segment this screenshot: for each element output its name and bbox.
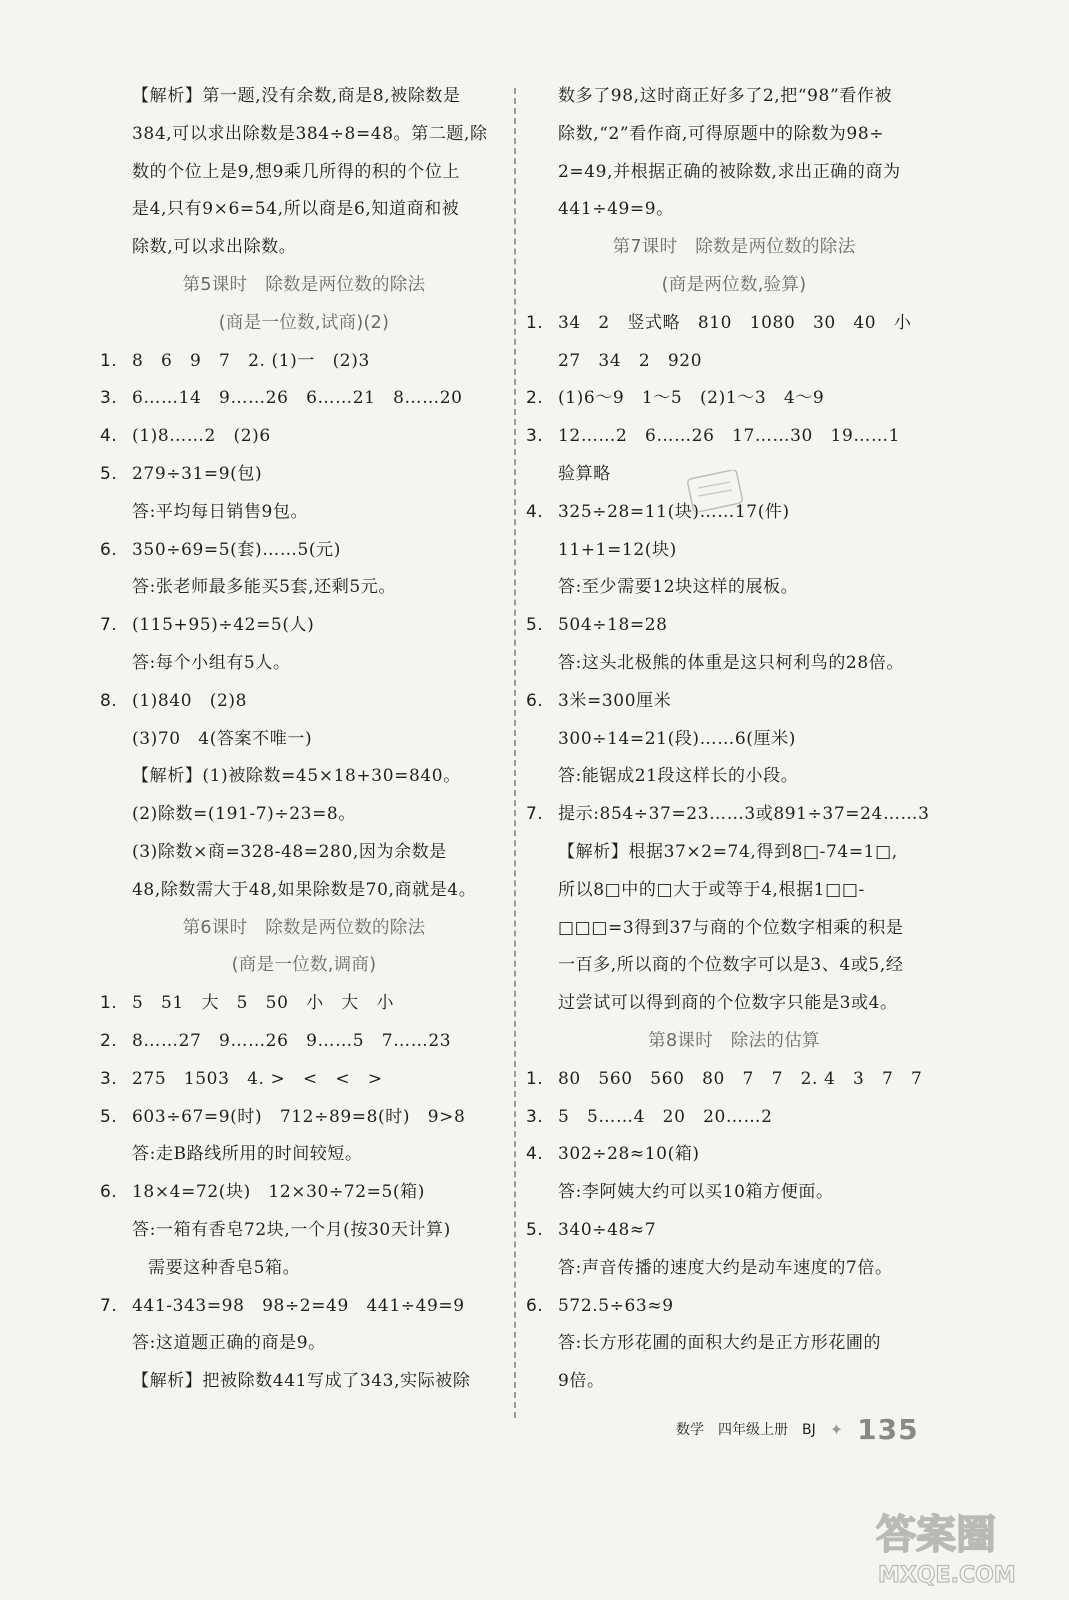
answer-line: 除数,“2”看作商,可得原题中的除数为98÷ (558, 123, 885, 144)
question-number: 5. (100, 463, 118, 484)
question-number: 5. (526, 1219, 544, 1240)
question-number: 3. (526, 426, 544, 447)
question-number: 3. (100, 388, 118, 409)
answer-line (98, 721, 510, 759)
page-number: 135 (857, 1413, 919, 1446)
left-column (98, 78, 510, 1401)
answer-text: 答:这道题正确的商是9。 (132, 1333, 326, 1354)
answer-line (98, 872, 510, 910)
right-column (524, 78, 944, 1401)
answer-text: 572.5÷63≈9 (558, 1295, 674, 1316)
page-footer (676, 1410, 919, 1450)
answer-text: 48,除数需大于48,如果除数是70,商就是4。 (132, 879, 477, 900)
answer-text: 答:声音传播的速度大约是动车速度的7倍。 (558, 1257, 893, 1278)
answer-line (524, 1099, 944, 1137)
question-number: 6. (100, 539, 118, 560)
answer-line (524, 834, 944, 872)
answer-line (524, 569, 944, 607)
svg-text:MXQE.COM: MXQE.COM (878, 1563, 1016, 1588)
question-number: 4. (100, 426, 118, 447)
answer-line (98, 380, 510, 418)
answer-text: 需要这种香皂5箱。 (148, 1257, 301, 1278)
answer-line (98, 834, 510, 872)
answer-line (98, 645, 510, 683)
answer-line (524, 1136, 944, 1174)
answer-text: 一百多,所以商的个位数字可以是3、4或5,经 (558, 955, 904, 976)
question-number: 7. (526, 804, 544, 825)
answer-line (98, 456, 510, 494)
question-number: 5. (526, 615, 544, 636)
section-title: 第6课时 除数是两位数的除法 (182, 917, 426, 938)
answer-line (98, 1023, 510, 1061)
answer-text: 27 34 2 920 (558, 350, 703, 371)
answer-text: 答:走B路线所用的时间较短。 (132, 1144, 363, 1165)
answer-line (524, 1363, 944, 1401)
answer-text: 答:能锯成21段这样长的小段。 (558, 766, 799, 787)
footer-grade: 四年级上册 (718, 1422, 788, 1438)
section-subtitle: (商是一位数,调商) (231, 955, 377, 976)
question-number: 3. (526, 1106, 544, 1127)
answer-line (98, 1136, 510, 1174)
answer-text: 提示:854÷37=23……3或891÷37=24……3 (558, 804, 930, 825)
answer-text: 3米=300厘米 (558, 690, 672, 711)
answer-line (524, 607, 944, 645)
answer-line (524, 683, 944, 721)
answer-text: 答:一箱有香皂72块,一个月(按30天计算) (132, 1219, 451, 1240)
answer-line (524, 796, 944, 834)
answer-text: (1)8……2 (2)6 (132, 426, 271, 447)
answer-text: 答:至少需要12块这样的展板。 (558, 577, 799, 598)
answer-line (524, 1250, 944, 1288)
answer-text: □□□=3得到37与商的个位数字相乘的积是 (558, 917, 904, 938)
question-number: 6. (100, 1182, 118, 1203)
footer-subject: 数学 (676, 1422, 704, 1438)
answer-line: 2=49,并根据正确的被除数,求出正确的商为 (558, 161, 901, 182)
question-number: 3. (100, 1068, 118, 1089)
section-title: 第8课时 除法的估算 (648, 1030, 820, 1051)
answer-text: 34 2 竖式略 810 1080 30 40 小 (558, 312, 912, 333)
answer-text: 答:平均每日销售9包。 (132, 501, 309, 522)
answer-line (524, 1174, 944, 1212)
answer-text: (115+95)÷42=5(人) (132, 615, 315, 636)
answer-line (98, 758, 510, 796)
question-number: 2. (526, 388, 544, 409)
answer-text: 所以8□中的□大于或等于4,根据1□□- (558, 879, 865, 900)
answer-text: 6……14 9……26 6……21 8……20 (132, 388, 463, 409)
answer-text: (3)除数×商=328-48=280,因为余数是 (132, 841, 447, 862)
answer-text: 11+1=12(块) (558, 539, 677, 560)
answer-line (98, 1174, 510, 1212)
answer-line (98, 1325, 510, 1363)
answer-line: 数多了98,这时商正好多了2,把“98”看作被 (558, 86, 893, 106)
answer-line (524, 418, 944, 456)
answer-text: 答:每个小组有5人。 (132, 652, 291, 673)
answer-line (524, 645, 944, 683)
answer-text: 302÷28≈10(箱) (558, 1144, 700, 1165)
question-number: 1. (526, 312, 544, 333)
answer-text: 答:这头北极熊的体重是这只柯利鸟的28倍。 (558, 652, 904, 673)
svg-text:答案圈: 答案圈 (876, 1512, 996, 1558)
answer-line (524, 947, 944, 985)
answer-line (524, 380, 944, 418)
answer-line (524, 1325, 944, 1363)
answer-text: 【解析】根据37×2=74,得到8□-74=1□, (558, 841, 898, 862)
answer-text: 【解析】(1)被除数=45×18+30=840。 (132, 766, 461, 787)
watermark-logo (870, 1500, 1040, 1590)
answer-line: 是4,只有9×6=54,所以商是6,知道商和被 (132, 199, 460, 220)
answer-line (98, 796, 510, 834)
answer-text: 300÷14=21(段)……6(厘米) (558, 728, 796, 749)
answer-text: 过尝试可以得到商的个位数字只能是3或4。 (558, 993, 898, 1014)
question-number: 7. (100, 615, 118, 636)
answer-line (524, 532, 944, 570)
answer-text: (1)6～9 1～5 (2)1～3 4～9 (558, 388, 825, 409)
answer-text: 答:李阿姨大约可以买10箱方便面。 (558, 1182, 834, 1203)
answer-text: 8 6 9 7 2. (1)一 (2)3 (132, 350, 370, 371)
answer-text: 504÷18=28 (558, 615, 668, 636)
stamp-icon (686, 470, 744, 512)
answer-text: 答:长方形花圃的面积大约是正方形花圃的 (558, 1333, 882, 1354)
answer-line (98, 494, 510, 532)
section-subtitle: (商是两位数,验算) (661, 274, 807, 295)
answer-text: 80 560 560 80 7 7 2. 4 3 7 7 (558, 1068, 923, 1089)
star-icon: ✦ (829, 1420, 844, 1439)
answer-line (524, 910, 944, 948)
question-number: 1. (100, 993, 118, 1014)
answer-line: 441÷49=9。 (558, 199, 674, 220)
answer-line (98, 343, 510, 381)
question-number: 6. (526, 1295, 544, 1316)
answer-line (524, 758, 944, 796)
answer-line (98, 1250, 510, 1288)
answer-line (98, 569, 510, 607)
answer-text: 340÷48≈7 (558, 1219, 657, 1240)
answer-text: 【解析】把被除数441写成了343,实际被除 (132, 1371, 471, 1392)
section-title: 第5课时 除数是两位数的除法 (182, 274, 426, 295)
answer-text: 5 51 大 5 50 小 大 小 (132, 993, 395, 1014)
question-number: 4. (526, 501, 544, 522)
question-number: 8. (100, 690, 118, 711)
answer-line (98, 1212, 510, 1250)
answer-text: 12……2 6……26 17……30 19……1 (558, 426, 901, 447)
answer-text: 18×4=72(块) 12×30÷72=5(箱) (132, 1182, 425, 1203)
column-divider (514, 88, 516, 1418)
section-title: 第7课时 除数是两位数的除法 (612, 237, 856, 258)
question-number: 6. (526, 690, 544, 711)
answer-line (524, 721, 944, 759)
answer-text: (1)840 (2)8 (132, 690, 248, 711)
answer-line (524, 343, 944, 381)
answer-line (98, 683, 510, 721)
question-number: 4. (526, 1144, 544, 1165)
answer-line (98, 1099, 510, 1137)
answer-text: 350÷69=5(套)……5(元) (132, 539, 341, 560)
answer-line (524, 1061, 944, 1099)
answer-text: 5 5……4 20 20……2 (558, 1106, 773, 1127)
answer-text: (3)70 4(答案不唯一) (132, 728, 313, 749)
answer-line (98, 532, 510, 570)
answer-text: 9倍。 (558, 1371, 605, 1392)
answer-text: 603÷67=9(时) 712÷89=8(时) 9>8 (132, 1106, 466, 1127)
question-number: 5. (100, 1106, 118, 1127)
answer-text: (2)除数=(191-7)÷23=8。 (132, 804, 356, 825)
answer-line (98, 1288, 510, 1326)
answer-text: 325÷28=11(块)……17(件) (558, 501, 790, 522)
answer-text: 279÷31=9(包) (132, 463, 263, 484)
question-number: 7. (100, 1295, 118, 1316)
answer-text: 验算略 (558, 463, 611, 484)
answer-line: 【解析】第一题,没有余数,商是8,被除数是 (132, 86, 461, 106)
answer-line (98, 1363, 510, 1401)
section-subtitle: (商是一位数,试商)(2) (218, 312, 390, 333)
question-number: 2. (100, 1030, 118, 1051)
question-number: 1. (100, 350, 118, 371)
footer-edition: BJ (802, 1422, 816, 1438)
answer-line: 除数,可以求出除数。 (132, 237, 297, 258)
answer-line (524, 1212, 944, 1250)
answer-line (98, 418, 510, 456)
answer-line (98, 607, 510, 645)
answer-line: 384,可以求出除数是384÷8=48。第二题,除 (132, 123, 488, 144)
answer-line (98, 985, 510, 1023)
answer-text: 8……27 9……26 9……5 7……23 (132, 1030, 452, 1051)
answer-line (524, 305, 944, 343)
answer-line: 数的个位上是9,想9乘几所得的积的个位上 (132, 161, 461, 182)
answer-text: 答:张老师最多能买5套,还剩5元。 (132, 577, 396, 598)
answer-line (524, 1288, 944, 1326)
answer-line (524, 985, 944, 1023)
answer-line (98, 1061, 510, 1099)
question-number: 1. (526, 1068, 544, 1089)
answer-text: 441-343=98 98÷2=49 441÷49=9 (132, 1295, 465, 1316)
answer-line (524, 872, 944, 910)
answer-text: 275 1503 4. > < < > (132, 1068, 383, 1089)
